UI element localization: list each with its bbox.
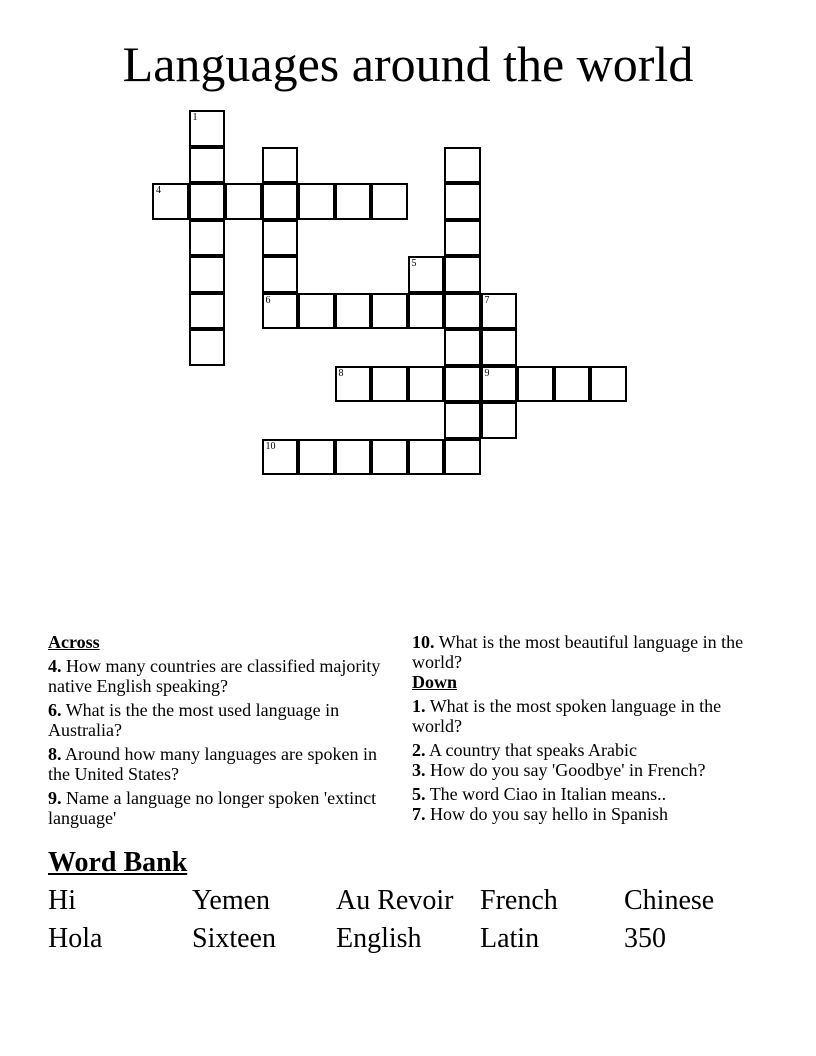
grid-cell[interactable]: [152, 183, 189, 220]
grid-cell[interactable]: [335, 183, 372, 220]
grid-cell[interactable]: [444, 439, 481, 476]
word-bank-item: Chinese: [624, 885, 715, 916]
grid-cell[interactable]: [189, 147, 226, 184]
word-bank-item: Hola: [48, 923, 103, 954]
grid-cell[interactable]: [262, 147, 299, 184]
crossword-grid: [0, 0, 816, 500]
clue-number: 9: [484, 367, 490, 379]
word-bank-item: Sixteen: [192, 923, 276, 954]
clue-down-7: 7. How do you say hello in Spanish: [412, 804, 668, 824]
grid-cell[interactable]: [481, 366, 518, 403]
grid-cell[interactable]: [298, 439, 335, 476]
clue-across-6: 6. What is the the most used language in Australia?: [48, 700, 340, 740]
grid-cell[interactable]: [444, 183, 481, 220]
clue-number: 5: [411, 258, 417, 269]
grid-cell[interactable]: [444, 220, 481, 257]
word-bank-title: Word Bank: [48, 847, 188, 878]
grid-cell[interactable]: [371, 183, 408, 220]
grid-cell[interactable]: [408, 439, 445, 476]
grid-cell[interactable]: [189, 293, 226, 330]
word-bank-item: English: [336, 923, 422, 954]
grid-cell[interactable]: [262, 439, 299, 476]
grid-cell[interactable]: [554, 366, 591, 403]
clue-across-10: 10. What is the most beautiful language in the world?: [412, 632, 744, 672]
grid-cell[interactable]: [444, 402, 481, 439]
word-bank-item: Hi: [48, 885, 76, 916]
grid-cell[interactable]: [262, 293, 299, 330]
grid-cell[interactable]: [225, 183, 262, 220]
grid-cell[interactable]: [371, 366, 408, 403]
clue-down-2: 2. A country that speaks Arabic: [412, 740, 637, 760]
clue-number: 4: [156, 185, 161, 196]
grid-cell[interactable]: [517, 366, 554, 403]
across-heading: Across: [48, 632, 100, 652]
grid-cell[interactable]: [371, 439, 408, 476]
grid-cell[interactable]: [189, 329, 226, 366]
grid-cell[interactable]: [189, 256, 226, 293]
grid-cell[interactable]: [408, 293, 445, 330]
grid-cell[interactable]: [481, 293, 518, 330]
page-title: Languages around the world: [122, 36, 694, 92]
grid-cell[interactable]: [444, 147, 481, 184]
grid-cell[interactable]: [298, 293, 335, 330]
grid-cell[interactable]: [298, 183, 335, 220]
grid-cell[interactable]: [444, 366, 481, 403]
clue-number: 10: [265, 440, 276, 452]
grid-cell[interactable]: [189, 110, 226, 147]
grid-cell[interactable]: [444, 293, 481, 330]
clue-number: 6: [265, 294, 271, 306]
grid-cell[interactable]: [408, 366, 445, 403]
word-bank-item: 350: [624, 923, 666, 954]
down-heading: Down: [412, 672, 458, 692]
word-bank-item: Au Revoir: [336, 885, 454, 916]
clue-number: 7: [484, 294, 490, 306]
clues-column-left: [48, 632, 388, 828]
grid-cell[interactable]: [335, 366, 372, 403]
grid-cell[interactable]: [590, 366, 627, 403]
clue-down-1: 1. What is the most spoken language in the world?: [412, 696, 722, 736]
word-bank-item: French: [480, 885, 558, 916]
grid-cell[interactable]: [444, 256, 481, 293]
word-bank: [48, 882, 768, 958]
clue-across-4: 4. How many countries are classified majority native English speaking?: [48, 656, 381, 696]
grid-cell[interactable]: [262, 220, 299, 257]
grid-cell[interactable]: [189, 183, 226, 220]
clues-column-right: [412, 632, 752, 824]
grid-cell[interactable]: [408, 256, 445, 293]
clue-across-9: 9. Name a language no longer spoken 'extinct language': [48, 788, 377, 828]
grid-cell[interactable]: [335, 293, 372, 330]
grid-cell[interactable]: [371, 293, 408, 330]
grid-cell[interactable]: [335, 439, 372, 476]
word-bank-item: Latin: [480, 923, 540, 954]
grid-cell[interactable]: [481, 402, 518, 439]
word-bank-item: Yemen: [192, 885, 271, 916]
grid-cell[interactable]: [481, 329, 518, 366]
grid-cell[interactable]: [444, 329, 481, 366]
clue-down-3: 3. How do you say 'Goodbye' in French?: [412, 760, 706, 780]
clue-number: 1: [192, 112, 198, 123]
grid-cell[interactable]: [262, 256, 299, 293]
grid-cell[interactable]: [189, 220, 226, 257]
grid-cell[interactable]: [262, 183, 299, 220]
clue-number: 8: [338, 367, 344, 379]
clue-down-5: 5. The word Ciao in Italian means..: [412, 784, 667, 804]
clue-across-8: 8. Around how many languages are spoken in the United States?: [48, 744, 377, 784]
